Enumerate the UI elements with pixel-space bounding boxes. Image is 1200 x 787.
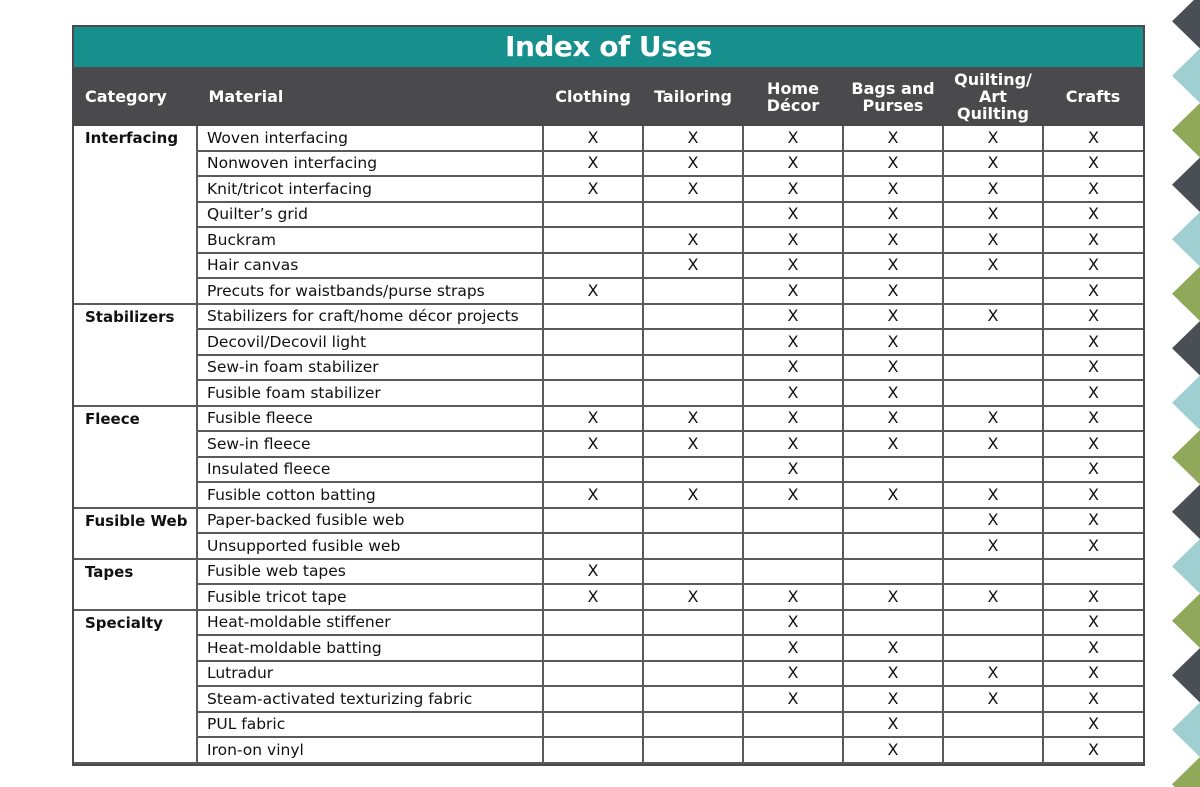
material-cell: Hair canvas bbox=[197, 253, 543, 279]
material-cell: Fusible foam stabilizer bbox=[197, 380, 543, 406]
use-cell-tailoring: X bbox=[643, 151, 743, 177]
use-cell-home-decor: X bbox=[743, 431, 843, 457]
use-cell-home-decor: X bbox=[743, 482, 843, 508]
use-cell-clothing: X bbox=[543, 431, 643, 457]
use-cell-quilting bbox=[943, 559, 1043, 585]
use-cell-tailoring bbox=[643, 737, 743, 763]
use-cell-bags: X bbox=[843, 278, 943, 304]
use-cell-tailoring bbox=[643, 533, 743, 559]
chevron-triangle bbox=[1172, 212, 1200, 267]
use-cell-crafts: X bbox=[1043, 482, 1143, 508]
use-cell-crafts: X bbox=[1043, 712, 1143, 738]
use-cell-quilting bbox=[943, 457, 1043, 483]
use-cell-home-decor: X bbox=[743, 176, 843, 202]
use-cell-quilting: X bbox=[943, 253, 1043, 279]
use-cell-tailoring bbox=[643, 329, 743, 355]
use-cell-bags: X bbox=[843, 227, 943, 253]
use-cell-home-decor: X bbox=[743, 151, 843, 177]
use-cell-bags: X bbox=[843, 355, 943, 381]
table-row bbox=[74, 508, 1143, 534]
material-cell: Fusible tricot tape bbox=[197, 584, 543, 610]
use-cell-quilting: X bbox=[943, 584, 1043, 610]
use-cell-quilting: X bbox=[943, 176, 1043, 202]
use-cell-quilting bbox=[943, 278, 1043, 304]
material-cell: Quilter’s grid bbox=[197, 202, 543, 228]
material-cell: Woven interfacing bbox=[197, 126, 543, 151]
use-cell-tailoring bbox=[643, 661, 743, 687]
use-cell-clothing bbox=[543, 661, 643, 687]
material-cell: Unsupported fusible web bbox=[197, 533, 543, 559]
use-cell-clothing bbox=[543, 635, 643, 661]
use-cell-home-decor bbox=[743, 737, 843, 763]
table-row bbox=[74, 712, 1143, 738]
use-cell-tailoring bbox=[643, 355, 743, 381]
use-cell-clothing bbox=[543, 329, 643, 355]
header-clothing bbox=[543, 67, 643, 126]
header-row bbox=[74, 67, 1143, 126]
use-cell-quilting bbox=[943, 635, 1043, 661]
material-cell: Steam-activated texturizing fabric bbox=[197, 686, 543, 712]
header-material: Material bbox=[197, 67, 543, 126]
use-cell-clothing: X bbox=[543, 584, 643, 610]
use-cell-home-decor: X bbox=[743, 202, 843, 228]
chevron-border-decoration bbox=[1168, 0, 1200, 787]
use-cell-crafts: X bbox=[1043, 533, 1143, 559]
use-cell-bags: X bbox=[843, 329, 943, 355]
use-cell-crafts: X bbox=[1043, 737, 1143, 763]
use-cell-bags: X bbox=[843, 737, 943, 763]
header-home-decor bbox=[743, 67, 843, 126]
use-cell-bags bbox=[843, 559, 943, 585]
use-cell-crafts: X bbox=[1043, 176, 1143, 202]
material-cell: Iron-on vinyl bbox=[197, 737, 543, 763]
use-cell-quilting: X bbox=[943, 508, 1043, 534]
table-row bbox=[74, 304, 1143, 330]
table-row bbox=[74, 559, 1143, 585]
use-cell-bags: X bbox=[843, 661, 943, 687]
use-cell-crafts: X bbox=[1043, 635, 1143, 661]
header-line: Purses bbox=[862, 95, 924, 115]
use-cell-clothing bbox=[543, 304, 643, 330]
category-cell: Fleece bbox=[74, 406, 197, 508]
use-cell-tailoring bbox=[643, 380, 743, 406]
chevron-triangle bbox=[1172, 376, 1200, 431]
use-cell-crafts: X bbox=[1043, 304, 1143, 330]
table-row bbox=[74, 329, 1143, 355]
chevron-triangle bbox=[1172, 103, 1200, 158]
use-cell-clothing: X bbox=[543, 406, 643, 432]
material-cell: Lutradur bbox=[197, 661, 543, 687]
use-cell-home-decor: X bbox=[743, 635, 843, 661]
use-cell-home-decor bbox=[743, 559, 843, 585]
chevron-triangle bbox=[1172, 757, 1200, 787]
use-cell-tailoring: X bbox=[643, 176, 743, 202]
use-cell-crafts: X bbox=[1043, 253, 1143, 279]
material-cell: Nonwoven interfacing bbox=[197, 151, 543, 177]
table-row bbox=[74, 610, 1143, 636]
use-cell-clothing: X bbox=[543, 278, 643, 304]
material-cell: Buckram bbox=[197, 227, 543, 253]
header-category: Category bbox=[74, 67, 197, 126]
use-cell-quilting: X bbox=[943, 406, 1043, 432]
use-cell-home-decor: X bbox=[743, 304, 843, 330]
use-cell-crafts: X bbox=[1043, 227, 1143, 253]
material-cell: Paper-backed fusible web bbox=[197, 508, 543, 534]
header-line: Tailoring bbox=[654, 87, 732, 106]
use-cell-tailoring bbox=[643, 635, 743, 661]
table-row bbox=[74, 278, 1143, 304]
chevron-triangle bbox=[1172, 49, 1200, 104]
use-cell-home-decor: X bbox=[743, 406, 843, 432]
material-cell: PUL fabric bbox=[197, 712, 543, 738]
material-cell: Decovil/Decovil light bbox=[197, 329, 543, 355]
use-cell-clothing bbox=[543, 253, 643, 279]
table-row bbox=[74, 584, 1143, 610]
use-cell-home-decor: X bbox=[743, 126, 843, 151]
chevron-triangle bbox=[1172, 539, 1200, 594]
table-row bbox=[74, 202, 1143, 228]
table-row bbox=[74, 380, 1143, 406]
chevron-triangle bbox=[1172, 0, 1200, 49]
header-line: Crafts bbox=[1065, 87, 1121, 106]
table-row bbox=[74, 737, 1143, 763]
use-cell-home-decor: X bbox=[743, 380, 843, 406]
use-cell-home-decor: X bbox=[743, 610, 843, 636]
use-cell-bags: X bbox=[843, 635, 943, 661]
chevron-triangle bbox=[1172, 158, 1200, 213]
use-cell-clothing bbox=[543, 686, 643, 712]
use-cell-tailoring bbox=[643, 508, 743, 534]
material-cell: Insulated fleece bbox=[197, 457, 543, 483]
use-cell-bags: X bbox=[843, 712, 943, 738]
use-cell-bags bbox=[843, 610, 943, 636]
use-cell-home-decor: X bbox=[743, 584, 843, 610]
use-cell-quilting bbox=[943, 329, 1043, 355]
use-cell-tailoring bbox=[643, 686, 743, 712]
use-cell-quilting: X bbox=[943, 533, 1043, 559]
use-cell-tailoring: X bbox=[643, 431, 743, 457]
table-row bbox=[74, 406, 1143, 432]
table-row bbox=[74, 227, 1143, 253]
material-cell: Sew-in fleece bbox=[197, 431, 543, 457]
chevron-triangle bbox=[1172, 267, 1200, 322]
use-cell-quilting bbox=[943, 380, 1043, 406]
use-cell-tailoring bbox=[643, 278, 743, 304]
chevron-triangle bbox=[1172, 321, 1200, 376]
header-crafts bbox=[1043, 67, 1143, 126]
use-cell-quilting bbox=[943, 737, 1043, 763]
category-cell: Stabilizers bbox=[74, 304, 197, 406]
use-cell-home-decor: X bbox=[743, 278, 843, 304]
category-cell: Fusible Web bbox=[74, 508, 197, 559]
table-row bbox=[74, 635, 1143, 661]
use-cell-crafts: X bbox=[1043, 329, 1143, 355]
use-cell-tailoring bbox=[643, 712, 743, 738]
material-cell: Precuts for waistbands/purse straps bbox=[197, 278, 543, 304]
index-of-uses-table-sheet bbox=[72, 25, 1145, 766]
use-cell-tailoring: X bbox=[643, 584, 743, 610]
use-cell-bags: X bbox=[843, 304, 943, 330]
use-cell-tailoring bbox=[643, 457, 743, 483]
use-cell-clothing bbox=[543, 202, 643, 228]
use-cell-clothing bbox=[543, 533, 643, 559]
use-cell-bags: X bbox=[843, 253, 943, 279]
use-cell-tailoring bbox=[643, 202, 743, 228]
use-cell-quilting: X bbox=[943, 151, 1043, 177]
use-cell-clothing bbox=[543, 508, 643, 534]
use-cell-bags bbox=[843, 533, 943, 559]
use-cell-tailoring bbox=[643, 304, 743, 330]
use-cell-clothing bbox=[543, 737, 643, 763]
header-bags bbox=[843, 67, 943, 126]
use-cell-crafts: X bbox=[1043, 406, 1143, 432]
chevron-triangle bbox=[1172, 485, 1200, 540]
use-cell-crafts bbox=[1043, 559, 1143, 585]
use-cell-clothing bbox=[543, 380, 643, 406]
use-cell-clothing bbox=[543, 712, 643, 738]
use-cell-clothing bbox=[543, 610, 643, 636]
use-cell-crafts: X bbox=[1043, 457, 1143, 483]
use-cell-crafts: X bbox=[1043, 151, 1143, 177]
header-line: Décor bbox=[766, 95, 820, 115]
use-cell-crafts: X bbox=[1043, 508, 1143, 534]
use-cell-quilting: X bbox=[943, 304, 1043, 330]
header-line: Clothing bbox=[555, 87, 631, 106]
use-cell-home-decor: X bbox=[743, 355, 843, 381]
use-cell-crafts: X bbox=[1043, 278, 1143, 304]
use-cell-bags: X bbox=[843, 151, 943, 177]
table-row bbox=[74, 355, 1143, 381]
use-cell-home-decor: X bbox=[743, 227, 843, 253]
use-cell-tailoring bbox=[643, 610, 743, 636]
category-cell: Tapes bbox=[74, 559, 197, 610]
use-cell-bags: X bbox=[843, 584, 943, 610]
uses-table bbox=[74, 67, 1144, 764]
use-cell-tailoring: X bbox=[643, 406, 743, 432]
table-row bbox=[74, 661, 1143, 687]
use-cell-home-decor: X bbox=[743, 686, 843, 712]
use-cell-bags: X bbox=[843, 202, 943, 228]
use-cell-tailoring: X bbox=[643, 253, 743, 279]
table-row bbox=[74, 431, 1143, 457]
use-cell-clothing: X bbox=[543, 176, 643, 202]
table-row bbox=[74, 126, 1143, 151]
material-cell: Fusible fleece bbox=[197, 406, 543, 432]
use-cell-clothing bbox=[543, 227, 643, 253]
use-cell-quilting: X bbox=[943, 126, 1043, 151]
material-cell: Fusible cotton batting bbox=[197, 482, 543, 508]
use-cell-clothing: X bbox=[543, 151, 643, 177]
use-cell-home-decor bbox=[743, 533, 843, 559]
use-cell-bags: X bbox=[843, 406, 943, 432]
table-row bbox=[74, 176, 1143, 202]
table-row bbox=[74, 686, 1143, 712]
chevron-triangle bbox=[1172, 594, 1200, 649]
use-cell-clothing: X bbox=[543, 126, 643, 151]
use-cell-home-decor bbox=[743, 508, 843, 534]
use-cell-bags: X bbox=[843, 482, 943, 508]
use-cell-quilting bbox=[943, 355, 1043, 381]
use-cell-quilting bbox=[943, 610, 1043, 636]
category-cell: Interfacing bbox=[74, 126, 197, 304]
use-cell-crafts: X bbox=[1043, 686, 1143, 712]
use-cell-quilting: X bbox=[943, 686, 1043, 712]
use-cell-clothing: X bbox=[543, 559, 643, 585]
table-row bbox=[74, 457, 1143, 483]
use-cell-quilting: X bbox=[943, 227, 1043, 253]
use-cell-crafts: X bbox=[1043, 380, 1143, 406]
header-line: Bags and bbox=[851, 78, 935, 98]
use-cell-crafts: X bbox=[1043, 584, 1143, 610]
material-cell: Fusible web tapes bbox=[197, 559, 543, 585]
material-cell: Stabilizers for craft/home décor projects bbox=[197, 304, 543, 330]
chevron-triangle bbox=[1172, 648, 1200, 703]
use-cell-bags: X bbox=[843, 176, 943, 202]
table-row bbox=[74, 533, 1143, 559]
use-cell-bags: X bbox=[843, 686, 943, 712]
material-cell: Heat-moldable stiffener bbox=[197, 610, 543, 636]
use-cell-home-decor: X bbox=[743, 253, 843, 279]
use-cell-crafts: X bbox=[1043, 202, 1143, 228]
use-cell-crafts: X bbox=[1043, 126, 1143, 151]
use-cell-quilting bbox=[943, 712, 1043, 738]
use-cell-home-decor: X bbox=[743, 329, 843, 355]
table-title: Index of Uses bbox=[74, 27, 1143, 67]
chevron-triangle bbox=[1172, 703, 1200, 758]
use-cell-home-decor bbox=[743, 712, 843, 738]
material-cell: Sew-in foam stabilizer bbox=[197, 355, 543, 381]
use-cell-bags: X bbox=[843, 431, 943, 457]
use-cell-crafts: X bbox=[1043, 431, 1143, 457]
header-line: Quilting/ bbox=[954, 70, 1032, 89]
use-cell-bags: X bbox=[843, 380, 943, 406]
material-cell: Knit/tricot interfacing bbox=[197, 176, 543, 202]
use-cell-tailoring: X bbox=[643, 126, 743, 151]
chevron-triangle bbox=[1172, 430, 1200, 485]
table-row bbox=[74, 151, 1143, 177]
use-cell-clothing: X bbox=[543, 482, 643, 508]
use-cell-home-decor: X bbox=[743, 457, 843, 483]
use-cell-tailoring bbox=[643, 559, 743, 585]
use-cell-crafts: X bbox=[1043, 661, 1143, 687]
table-body bbox=[74, 126, 1143, 763]
use-cell-quilting: X bbox=[943, 202, 1043, 228]
header-line: Home bbox=[767, 78, 819, 98]
use-cell-bags bbox=[843, 457, 943, 483]
use-cell-quilting: X bbox=[943, 431, 1043, 457]
header-quilting bbox=[943, 67, 1043, 126]
material-cell: Heat-moldable batting bbox=[197, 635, 543, 661]
use-cell-quilting: X bbox=[943, 661, 1043, 687]
table-row bbox=[74, 253, 1143, 279]
use-cell-quilting: X bbox=[943, 482, 1043, 508]
header-line: Art bbox=[979, 87, 1007, 106]
use-cell-crafts: X bbox=[1043, 610, 1143, 636]
use-cell-tailoring: X bbox=[643, 482, 743, 508]
use-cell-bags: X bbox=[843, 126, 943, 151]
header-line: Quilting bbox=[957, 104, 1029, 123]
use-cell-tailoring: X bbox=[643, 227, 743, 253]
category-cell: Specialty bbox=[74, 610, 197, 763]
header-tailoring bbox=[643, 67, 743, 126]
use-cell-clothing bbox=[543, 457, 643, 483]
use-cell-home-decor: X bbox=[743, 661, 843, 687]
table-row bbox=[74, 482, 1143, 508]
use-cell-bags bbox=[843, 508, 943, 534]
use-cell-crafts: X bbox=[1043, 355, 1143, 381]
use-cell-clothing bbox=[543, 355, 643, 381]
